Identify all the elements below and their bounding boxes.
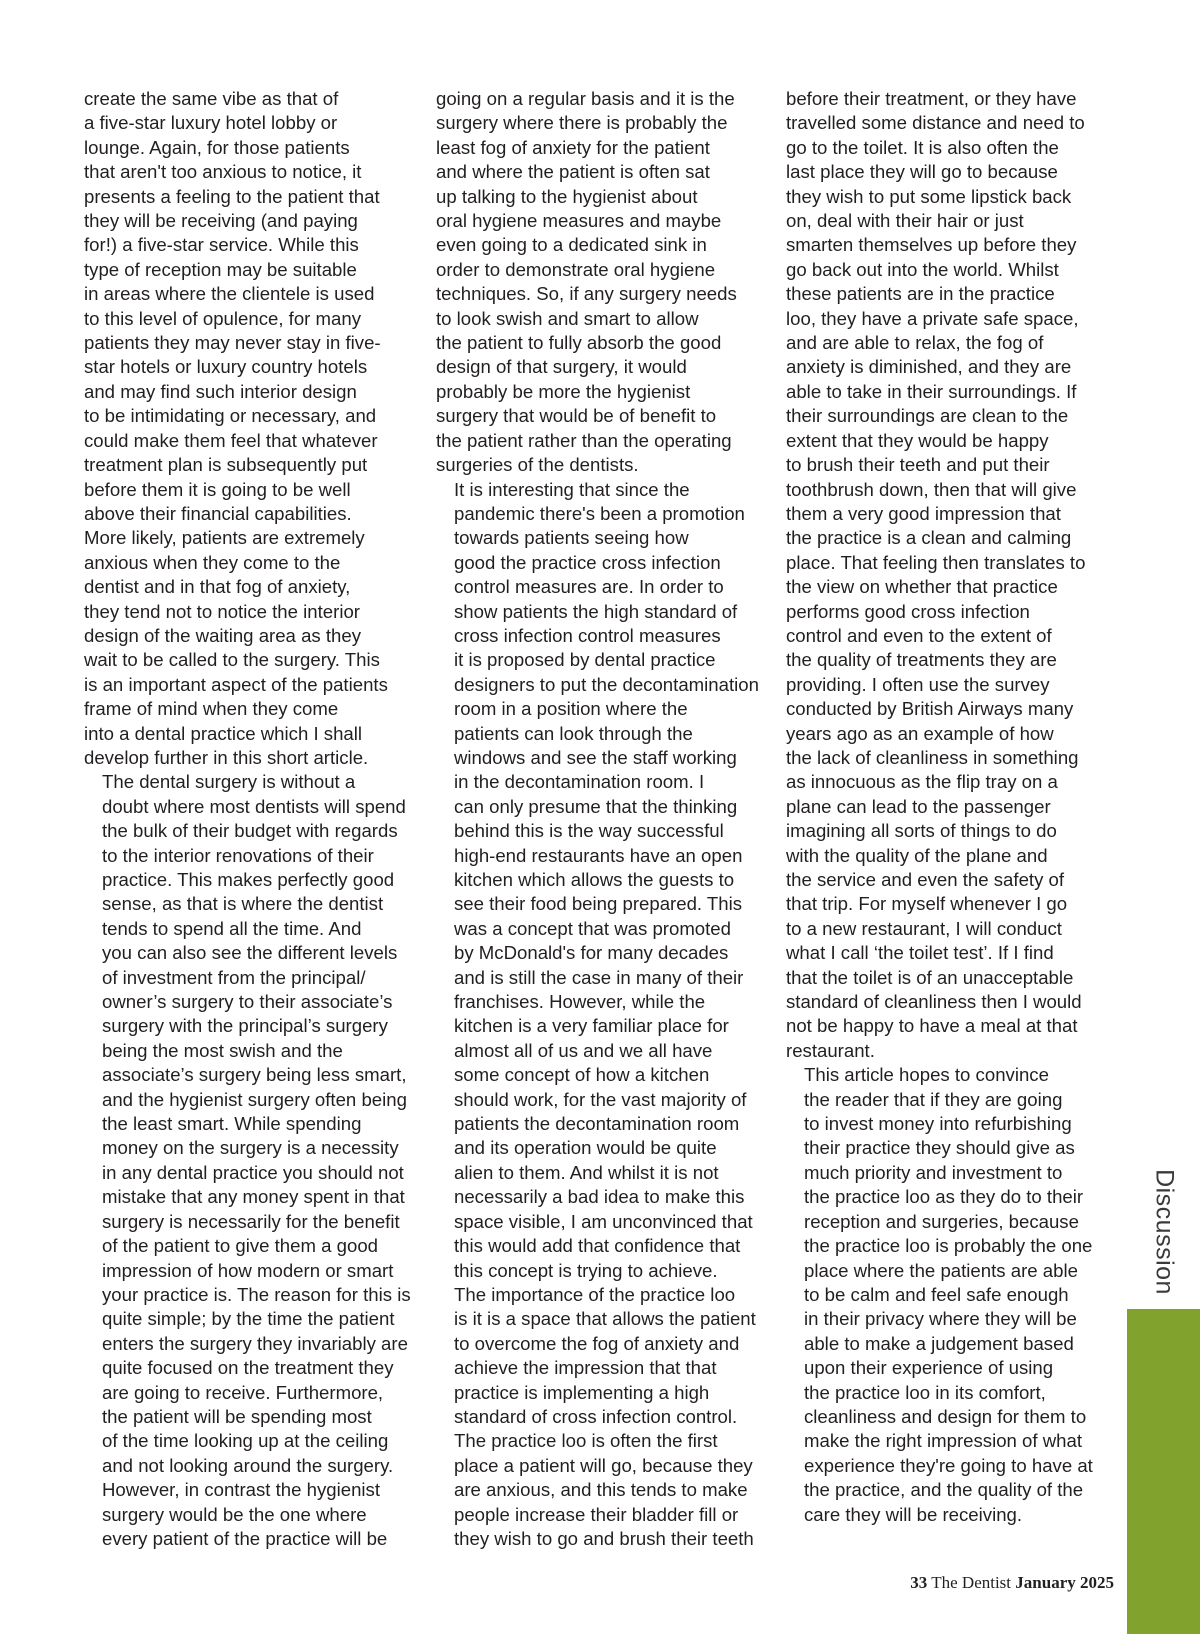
text-line: to brush their teeth and put their: [786, 454, 1050, 476]
text-line: necessarily a bad idea to make this: [454, 1186, 745, 1208]
text-line: owner’s surgery to their associate’s: [102, 991, 393, 1013]
text-line: patients can look through the: [454, 722, 693, 744]
text-line: tends to spend all the time. And: [102, 917, 362, 939]
text-line: and its operation would be quite: [454, 1137, 717, 1159]
text-line: the practice loo in its comfort,: [804, 1381, 1046, 1403]
text-line: lounge. Again, for those patients: [84, 136, 350, 158]
text-line: treatment plan is subsequently put: [84, 454, 368, 476]
text-line: as innocuous as the flip tray on a: [786, 771, 1058, 793]
text-line: space visible, I am unconvinced that: [454, 1210, 753, 1232]
text-line: almost all of us and we all have: [454, 1039, 713, 1061]
text-line: care they will be receiving.: [804, 1503, 1023, 1525]
text-line: in areas where the clientele is used: [84, 283, 375, 305]
text-line: It is interesting that since the: [454, 478, 690, 500]
text-line: in their privacy where they will be: [804, 1308, 1077, 1330]
text-line: the practice loo is probably the one: [804, 1235, 1093, 1257]
text-line: anxious when they come to the: [84, 551, 341, 573]
text-line: sense, as that is where the dentist: [102, 893, 384, 915]
text-line: behind this is the way successful: [454, 820, 724, 842]
text-line: upon their experience of using: [804, 1357, 1054, 1379]
text-line: design of the waiting area as they: [84, 624, 362, 646]
text-line: conducted by British Airways many: [786, 698, 1074, 720]
text-line: patients they may never stay in five-: [84, 332, 381, 354]
text-line: high-end restaurants have an open: [454, 844, 743, 866]
text-line: on, deal with their hair or just: [786, 210, 1024, 232]
text-line: the quality of treatments they are: [786, 649, 1057, 671]
text-line: star hotels or luxury country hotels: [84, 356, 368, 378]
text-line: the patient will be spending most: [102, 1405, 372, 1427]
text-line: the view on whether that practice: [786, 576, 1058, 598]
text-line: and is still the case in many of their: [454, 966, 744, 988]
section-tab: [1127, 1309, 1200, 1634]
text-line: anxiety is diminished, and they are: [786, 356, 1072, 378]
text-line: practice is implementing a high: [454, 1381, 710, 1403]
text-line: standard of cleanliness then I would: [786, 991, 1082, 1013]
text-line: the practice, and the quality of the: [804, 1479, 1084, 1501]
text-line: to be intimidating or necessary, and: [84, 405, 377, 427]
text-line: the bulk of their budget with regards: [102, 820, 398, 842]
text-line: order to demonstrate oral hygiene: [436, 258, 716, 280]
text-line: quite focused on the treatment they: [102, 1357, 394, 1379]
text-line: your practice is. The reason for this is: [102, 1283, 411, 1305]
text-line: is it is a space that allows the patient: [454, 1308, 756, 1330]
text-line: go to the toilet. It is also often the: [786, 136, 1059, 158]
text-line: they wish to put some lipstick back: [786, 185, 1072, 207]
text-line: franchises. However, while the: [454, 991, 706, 1013]
issue-date: January 2025: [1015, 1573, 1114, 1592]
text-line: above their financial capabilities.: [84, 502, 352, 524]
text-line: pandemic there's been a promotion: [454, 502, 745, 524]
text-line: make the right impression of what: [804, 1430, 1082, 1452]
text-line: surgery that would be of benefit to: [436, 405, 717, 427]
text-line: and the hygienist surgery often being: [102, 1088, 407, 1110]
text-line: and not looking around the surgery.: [102, 1454, 394, 1476]
text-line: patients the decontamination room: [454, 1113, 740, 1135]
text-line: impression of how modern or smart: [102, 1259, 394, 1281]
text-line: kitchen is a very familiar place for: [454, 1015, 729, 1037]
text-line: travelled some distance and need to: [786, 112, 1085, 134]
page-number: 33: [910, 1573, 928, 1592]
text-line: before their treatment, or they have: [786, 88, 1077, 109]
text-line: to the interior renovations of their: [102, 844, 374, 866]
text-line: being the most swish and the: [102, 1039, 343, 1061]
text-line: least fog of anxiety for the patient: [436, 136, 710, 158]
text-line: the patient to fully absorb the good: [436, 332, 722, 354]
text-line: The practice loo is often the first: [454, 1430, 718, 1452]
text-line: associate’s surgery being less smart,: [102, 1064, 407, 1086]
article-column-1: [84, 87, 414, 1551]
text-line: much priority and investment to: [804, 1161, 1063, 1183]
text-line: some concept of how a kitchen: [454, 1064, 710, 1086]
text-line: control and even to the extent of: [786, 624, 1052, 646]
text-line: up talking to the hygienist about: [436, 185, 698, 207]
text-line: of investment from the principal/: [102, 966, 366, 988]
text-line: a five-star luxury hotel lobby or: [84, 112, 338, 134]
text-line: room in a position where the: [454, 698, 688, 720]
text-line: dentist and in that fog of anxiety,: [84, 576, 351, 598]
text-line: of the time looking up at the ceiling: [102, 1430, 389, 1452]
text-line: they wish to go and brush their teeth: [454, 1527, 754, 1549]
text-line: last place they will go to because: [786, 161, 1058, 183]
text-line: cleanliness and design for them to: [804, 1405, 1087, 1427]
text-line: into a dental practice which I shall: [84, 722, 363, 744]
text-line: is an important aspect of the patients: [84, 673, 388, 695]
text-line: it is proposed by dental practice: [454, 649, 716, 671]
text-line: before them it is going to be well: [84, 478, 351, 500]
text-line: the least smart. While spending: [102, 1113, 362, 1135]
text-line: and are able to relax, the fog of: [786, 332, 1044, 354]
text-line: surgery where there is probably the: [436, 112, 728, 134]
article-column-2: [436, 87, 766, 1551]
text-line: people increase their bladder fill or: [454, 1503, 739, 1525]
text-line: this would add that confidence that: [454, 1235, 741, 1257]
text-line: able to make a judgement based: [804, 1332, 1074, 1354]
text-line: achieve the impression that that: [454, 1357, 717, 1379]
text-line: in the decontamination room. I: [454, 771, 705, 793]
text-line: not be happy to have a meal at that: [786, 1015, 1078, 1037]
text-line: of the patient to give them a good: [102, 1235, 379, 1257]
text-line: the lack of cleanliness in something: [786, 746, 1079, 768]
text-line: you can also see the different levels: [102, 942, 398, 964]
text-line: these patients are in the practice: [786, 283, 1055, 305]
text-line: techniques. So, if any surgery needs: [436, 283, 737, 305]
text-line: mistake that any money spent in that: [102, 1186, 405, 1208]
text-line: what I call ‘the toilet test’. If I find: [786, 942, 1054, 964]
text-line: doubt where most dentists will spend: [102, 795, 406, 817]
text-line: to overcome the fog of anxiety and: [454, 1332, 740, 1354]
text-line: they tend not to notice the interior: [84, 600, 360, 622]
text-line: the patient rather than the operating: [436, 429, 732, 451]
text-line: toothbrush down, then that will give: [786, 478, 1077, 500]
text-line: quite simple; by the time the patient: [102, 1308, 395, 1330]
text-line: was a concept that was promoted: [454, 917, 731, 939]
text-line: reception and surgeries, because: [804, 1210, 1079, 1232]
text-line: this concept is trying to achieve.: [454, 1259, 718, 1281]
text-line: extent that they would be happy: [786, 429, 1049, 451]
article-paragraph: [84, 770, 414, 1551]
text-line: standard of cross infection control.: [454, 1405, 738, 1427]
text-line: probably be more the hygienist: [436, 380, 691, 402]
text-line: cross infection control measures: [454, 624, 721, 646]
article-column-3: [786, 87, 1116, 1527]
text-line: with the quality of the plane and: [786, 844, 1048, 866]
text-line: surgery is necessarily for the benefit: [102, 1210, 400, 1232]
text-line: loo, they have a private safe space,: [786, 307, 1079, 329]
text-line: good the practice cross infection: [454, 551, 721, 573]
text-line: every patient of the practice will be: [102, 1527, 388, 1549]
text-line: designers to put the decontamination: [454, 673, 759, 695]
text-line: plane can lead to the passenger: [786, 795, 1051, 817]
article-paragraph: [84, 87, 414, 770]
text-line: see their food being prepared. This: [454, 893, 743, 915]
text-line: the practice is a clean and calming: [786, 527, 1072, 549]
text-line: able to take in their surroundings. If: [786, 380, 1077, 402]
text-line: should work, for the vast majority of: [454, 1088, 747, 1110]
text-line: enters the surgery they invariably are: [102, 1332, 408, 1354]
text-line: even going to a dedicated sink in: [436, 234, 707, 256]
article-paragraph: [436, 87, 766, 478]
text-line: surgery with the principal’s surgery: [102, 1015, 388, 1037]
text-line: to be calm and feel safe enough: [804, 1283, 1069, 1305]
text-line: imagining all sorts of things to do: [786, 820, 1057, 842]
text-line: that trip. For myself whenever I go: [786, 893, 1068, 915]
text-line: develop further in this short article.: [84, 746, 369, 768]
section-label: Discussion: [1150, 1169, 1179, 1295]
text-line: in any dental practice you should not: [102, 1161, 404, 1183]
text-line: money on the surgery is a necessity: [102, 1137, 399, 1159]
text-line: surgeries of the dentists.: [436, 454, 639, 476]
text-line: to look swish and smart to allow: [436, 307, 699, 329]
article-paragraph: [786, 1063, 1116, 1527]
text-line: that the toilet is of an unacceptable: [786, 966, 1074, 988]
text-line: are going to receive. Furthermore,: [102, 1381, 384, 1403]
article-paragraph: [436, 1283, 766, 1551]
text-line: the service and even the safety of: [786, 869, 1065, 890]
text-line: to a new restaurant, I will conduct: [786, 917, 1062, 939]
text-line: The dental surgery is without a: [102, 771, 356, 793]
article-paragraph: [786, 87, 1116, 1063]
text-line: alien to them. And whilst it is not: [454, 1161, 719, 1183]
text-line: going on a regular basis and it is the: [436, 88, 735, 109]
text-line: kitchen which allows the guests to: [454, 869, 735, 890]
text-line: type of reception may be suitable: [84, 258, 357, 280]
text-line: design of that surgery, it would: [436, 356, 687, 378]
text-line: presents a feeling to the patient that: [84, 185, 380, 207]
text-line: that aren't too anxious to notice, it: [84, 161, 362, 183]
text-line: However, in contrast the hygienist: [102, 1479, 381, 1501]
text-line: oral hygiene measures and maybe: [436, 210, 722, 232]
text-line: providing. I often use the survey: [786, 673, 1050, 695]
publication-name: The Dentist: [931, 1573, 1012, 1592]
text-line: the reader that if they are going: [804, 1088, 1063, 1110]
text-line: show patients the high standard of: [454, 600, 738, 622]
text-line: wait to be called to the surgery. This: [84, 649, 380, 671]
text-line: to invest money into refurbishing: [804, 1113, 1072, 1135]
text-line: surgery would be the one where: [102, 1503, 367, 1525]
text-line: go back out into the world. Whilst: [786, 258, 1059, 280]
text-line: can only presume that the thinking: [454, 795, 738, 817]
text-line: are anxious, and this tends to make: [454, 1479, 748, 1501]
text-line: smarten themselves up before they: [786, 234, 1077, 256]
text-line: create the same vibe as that of: [84, 88, 339, 109]
text-line: years ago as an example of how: [786, 722, 1054, 744]
text-line: their practice they should give as: [804, 1137, 1075, 1159]
text-line: More likely, patients are extremely: [84, 527, 365, 549]
text-line: place where the patients are able: [804, 1259, 1078, 1281]
text-line: they will be receiving (and paying: [84, 210, 358, 232]
text-line: control measures are. In order to: [454, 576, 724, 598]
article-paragraph: [436, 478, 766, 1283]
text-line: experience they're going to have at: [804, 1454, 1093, 1476]
text-line: performs good cross infection: [786, 600, 1030, 622]
text-line: The importance of the practice loo: [454, 1283, 736, 1305]
text-line: them a very good impression that: [786, 502, 1061, 524]
text-line: practice. This makes perfectly good: [102, 869, 395, 890]
text-line: place a patient will go, because they: [454, 1454, 753, 1476]
text-line: to this level of opulence, for many: [84, 307, 361, 329]
text-line: This article hopes to convince: [804, 1064, 1049, 1086]
text-line: frame of mind when they come: [84, 698, 339, 720]
text-line: place. That feeling then translates to: [786, 551, 1086, 573]
text-line: could make them feel that whatever: [84, 429, 378, 451]
text-line: the practice loo as they do to their: [804, 1186, 1084, 1208]
text-line: their surroundings are clean to the: [786, 405, 1069, 427]
text-line: and where the patient is often sat: [436, 161, 710, 183]
page-footer: [910, 1573, 1114, 1593]
text-line: and may find such interior design: [84, 380, 357, 402]
text-line: for!) a five-star service. While this: [84, 234, 359, 256]
text-line: windows and see the staff working: [454, 746, 737, 768]
text-line: towards patients seeing how: [454, 527, 689, 549]
text-line: by McDonald's for many decades: [454, 942, 729, 964]
text-line: restaurant.: [786, 1039, 875, 1061]
